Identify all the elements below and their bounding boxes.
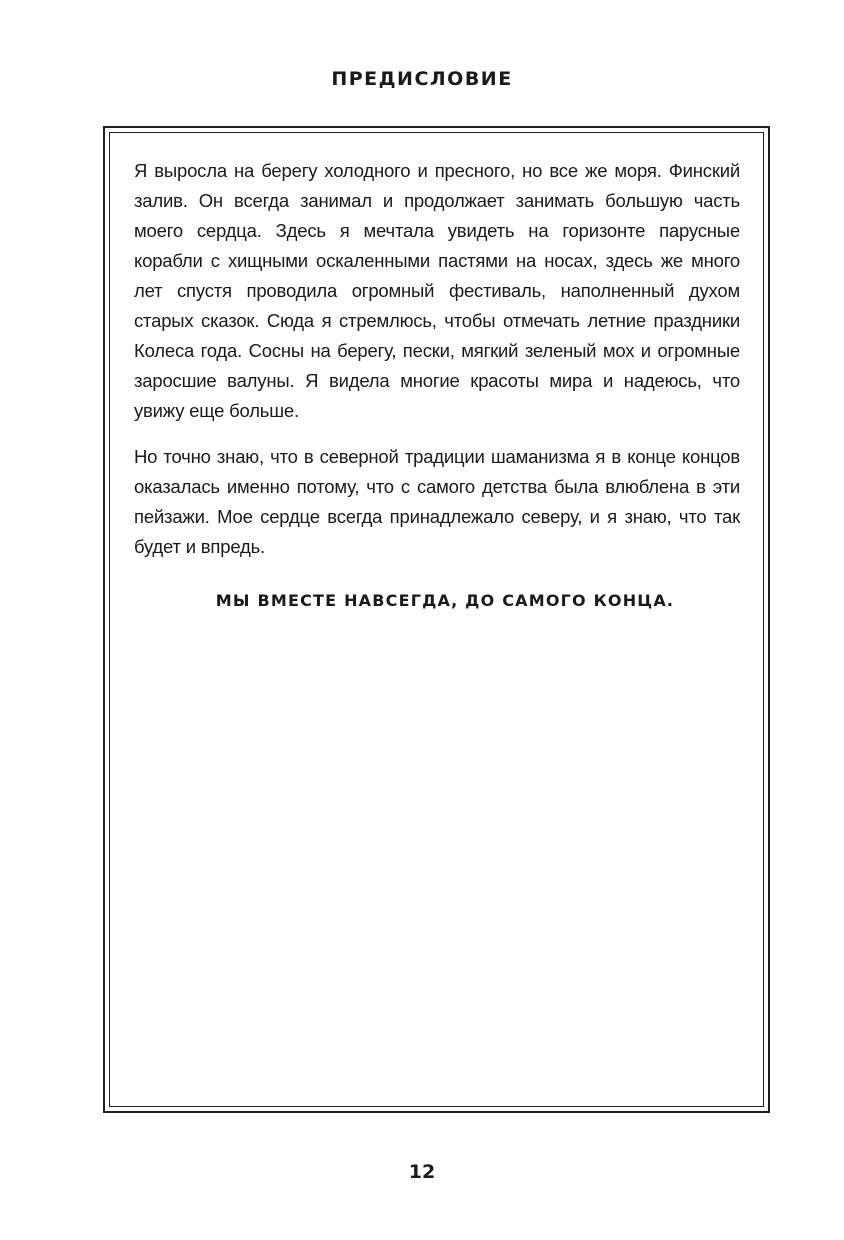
text-block <box>134 156 740 614</box>
page-title: ПРЕДИСЛОВИЕ <box>331 68 513 90</box>
closing-statement: МЫ ВМЕСТЕ НАВСЕГДА, ДО САМОГО КОНЦА. <box>215 591 675 610</box>
paragraph-2: Но точно знаю, что в северной традиции шаманизма я в конце концов оказалась именно потому, что с самого детства была влюблена в эти пейзажи. Мое сердце всегда принадлежало северу, и я знаю, что так будет и впредь. <box>134 446 740 557</box>
paragraph-1: Я выросла на берегу холодного и пресного, но все же моря. Финский залив. Он всегда занимал и продолжает занимать большую часть моего сердца. Здесь я мечтала увидеть на горизонте парусные корабли с хищными оскаленными пастями на носах, здесь же много лет спустя проводила огромный фестиваль, наполненный духом старых сказок. Сюда я стремлюсь, чтобы отмечать летние праздники Колеса года. Сосны на берегу, пески, мягкий зеленый мох и огромные заросшие валуны. Я видела многие красоты мира и надеюсь, что увижу еще больше. <box>134 160 740 421</box>
page-number: 12 <box>408 1161 436 1183</box>
